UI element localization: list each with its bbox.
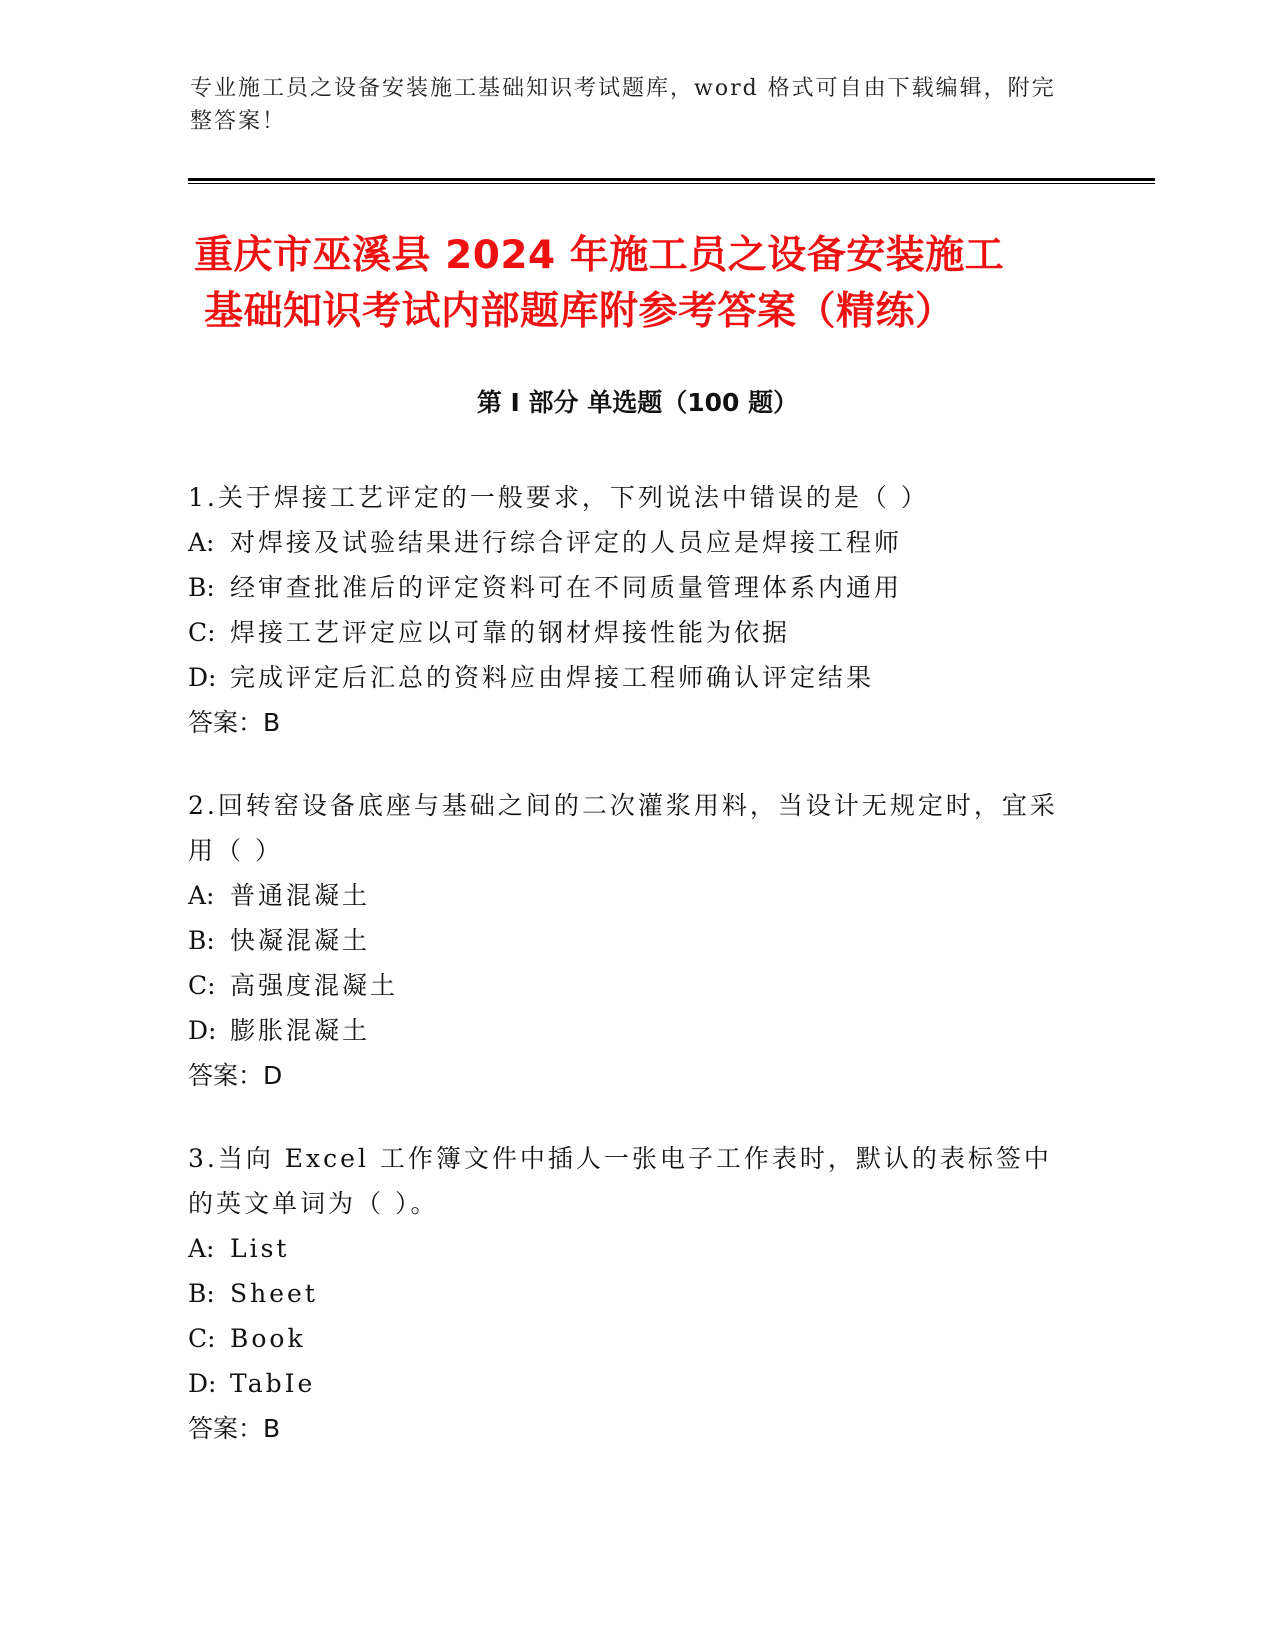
header-divider-thin: [188, 183, 1155, 184]
option-b: [188, 918, 1068, 963]
option-text: 对焊接及试验结果进行综合评定的人员应是焊接工程师: [230, 528, 903, 557]
option-text: 焊接工艺评定应以可靠的钢材焊接性能为依据: [230, 618, 791, 647]
document-title: [190, 228, 1090, 340]
option-text: 完成评定后汇总的资料应由焊接工程师确认评定结果: [230, 663, 875, 692]
option-text: 普通混凝土: [230, 881, 371, 910]
option-key: B:: [188, 926, 215, 955]
option-text: 高强度混凝土: [230, 971, 399, 1000]
section-title: 第 I 部分 单选题（100 题）: [476, 388, 799, 417]
option-text: Sheet: [230, 1279, 318, 1308]
option-text: 经审查批准后的评定资料可在不同质量管理体系内通用: [230, 573, 903, 602]
question-2: [188, 783, 1068, 1098]
question-3: [188, 1136, 1068, 1451]
option-a: [188, 1226, 1068, 1271]
document-title-line-2: 基础知识考试内部题库附参考答案（精练）: [204, 289, 955, 334]
answer: 答案：D: [188, 1061, 283, 1090]
option-key: D:: [188, 1016, 217, 1045]
question-stem: 1.关于焊接工艺评定的一般要求，下列说法中错误的是（ ）: [188, 483, 929, 512]
option-key: A:: [188, 1234, 215, 1263]
option-text: Book: [230, 1324, 306, 1353]
option-d: [188, 655, 1068, 700]
option-key: A:: [188, 528, 215, 557]
option-key: D:: [188, 1369, 217, 1398]
option-d: [188, 1008, 1068, 1053]
option-c: [188, 610, 1068, 655]
question-stem: 2.回转窑设备底座与基础之间的二次灌浆用料，当设计无规定时，宜采用（ ）: [188, 791, 1058, 865]
option-key: D:: [188, 663, 217, 692]
option-a: [188, 873, 1068, 918]
option-key: B:: [188, 573, 215, 602]
answer: 答案：B: [188, 708, 281, 737]
option-c: [188, 1316, 1068, 1361]
option-text: TabIe: [230, 1369, 316, 1398]
intro-text: 专业施工员之设备安装施工基础知识考试题库，word 格式可自由下载编辑，附完整答案！: [190, 76, 1056, 134]
option-text: 快凝混凝土: [230, 926, 371, 955]
option-text: List: [230, 1234, 290, 1263]
question-list: [188, 475, 1068, 1489]
option-text: 膨胀混凝土: [230, 1016, 371, 1045]
option-key: A:: [188, 881, 215, 910]
option-b: [188, 565, 1068, 610]
option-key: C:: [188, 618, 216, 647]
answer: 答案：B: [188, 1414, 281, 1443]
option-b: [188, 1271, 1068, 1316]
option-key: B:: [188, 1279, 215, 1308]
option-key: C:: [188, 1324, 216, 1353]
question-1: [188, 475, 1068, 745]
option-a: [188, 520, 1068, 565]
question-stem: 3.当向 Excel 工作簿文件中插人一张电子工作表时，默认的表标签中的英文单词为（ ）。: [188, 1144, 1052, 1218]
header-divider-thick: [188, 178, 1155, 181]
option-d: [188, 1361, 1068, 1406]
option-key: C:: [188, 971, 216, 1000]
document-title-line-1: 重庆市巫溪县 2024 年施工员之设备安装施工: [194, 233, 1005, 278]
option-c: [188, 963, 1068, 1008]
